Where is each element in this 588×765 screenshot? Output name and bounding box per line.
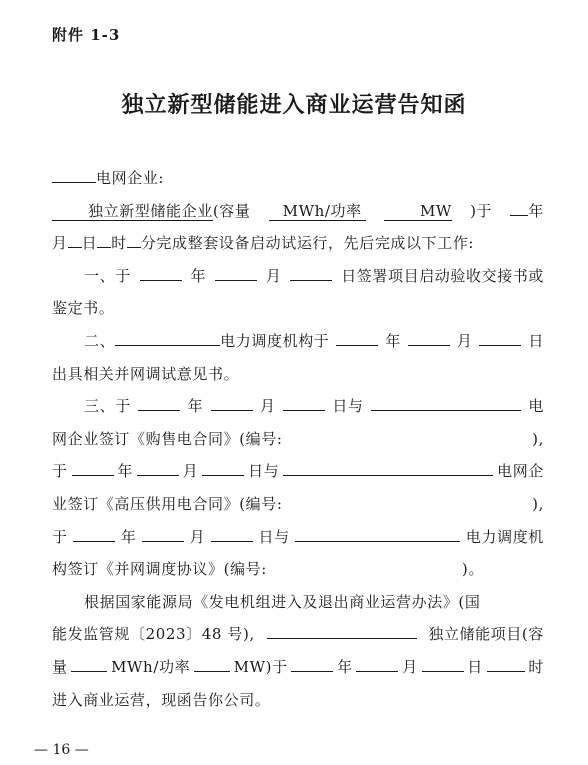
blank-op-day xyxy=(422,653,464,672)
blank-grid-company xyxy=(52,164,96,183)
conclusion-line-4: 进入商业运营，现函告你公司。 xyxy=(52,690,271,709)
blank-item3-year xyxy=(138,392,180,411)
blank-item3c-day xyxy=(211,523,253,542)
intro-line-1: 独立新型储能企业(容量 MWh/功率 MW )于 年 xyxy=(52,195,544,228)
blank-item3b-month xyxy=(137,457,179,476)
blank-dispatch-agency xyxy=(115,327,220,346)
intro-line-2: 月 日 时 分完成整套设备启动试运行，先后完成以下工作: xyxy=(52,227,544,260)
capacity-open: (容量 xyxy=(212,201,251,220)
annex-label: 附件 1-3 xyxy=(52,26,121,44)
blank-op-hour xyxy=(487,653,525,672)
blank-start-year xyxy=(510,197,528,216)
label-month: 月 xyxy=(52,234,68,253)
conclusion-line-2: 能发监管规〔2023〕48 号), 独立储能项目(容 xyxy=(52,618,544,651)
item3-line-3: 于 年 月 日与 电网企 xyxy=(52,455,544,488)
salutation-line xyxy=(52,162,544,195)
capacity-close: )于 xyxy=(470,201,493,220)
blank-op-month xyxy=(356,653,398,672)
capacity-mwh-field: MWh/功率 xyxy=(269,202,366,221)
blank-start-hour xyxy=(97,229,111,248)
item3-line-6: 构签订《并网调度协议》(编号: )。 xyxy=(52,560,484,579)
item3-line-5: 于 年 月 日与 电力调度机 xyxy=(52,521,544,554)
blank-item3b-year xyxy=(72,457,114,476)
blank-start-minute xyxy=(127,229,141,248)
blank-storage-project xyxy=(267,620,417,639)
item2-line-2: 出具相关并网调试意见书。 xyxy=(52,364,240,383)
blank-item3c-year xyxy=(73,523,115,542)
document-title: 独立新型储能进入商业运营告知函 xyxy=(121,92,467,118)
item3-line-4: 业签订《高压供用电合同》(编号: ), xyxy=(52,494,544,513)
blank-item3-month xyxy=(211,392,253,411)
salutation-text: 电网企业: xyxy=(96,169,165,187)
blank-item3b-day xyxy=(202,457,244,476)
blank-op-year xyxy=(291,653,333,672)
blank-grid-company-2 xyxy=(283,457,493,476)
page-number: — 16 — xyxy=(34,742,89,758)
storage-company-field: 独立新型储能企业 xyxy=(52,202,213,221)
blank-item1-year xyxy=(140,262,182,281)
blank-item2-year xyxy=(336,327,378,346)
blank-item1-month xyxy=(215,262,257,281)
blank-power-mw xyxy=(194,653,230,672)
item3-line-2: 网企业签订《购售电合同》(编号: ), xyxy=(52,429,544,448)
blank-grid-company-1 xyxy=(371,392,521,411)
letter-body xyxy=(52,162,544,716)
item1-line-1: 一、于 年 月 日签署项目启动验收交接书或 xyxy=(52,260,544,293)
blank-item3-day xyxy=(283,392,325,411)
conclusion-line-3: 量 MWh/功率 MW)于 年 月 日 时 xyxy=(52,651,544,684)
blank-dispatch-agency-2 xyxy=(295,523,460,542)
blank-item3c-month xyxy=(142,523,184,542)
item3-line-1: 三、于 年 月 日与 电 xyxy=(52,390,544,423)
item2-line-1: 二、 电力调度机构于 年 月 日 xyxy=(52,325,544,358)
blank-start-day xyxy=(68,229,82,248)
blank-item2-month xyxy=(408,327,450,346)
blank-capacity-mwh xyxy=(71,653,107,672)
blank-item2-day xyxy=(479,327,521,346)
item1-line-2: 鉴定书。 xyxy=(52,299,115,318)
conclusion-line-1: 根据国家能源局《发电机组进入及退出商业运营办法》(国 xyxy=(84,592,481,611)
blank-item1-day xyxy=(290,262,332,281)
power-mw-field: MW xyxy=(384,202,452,221)
